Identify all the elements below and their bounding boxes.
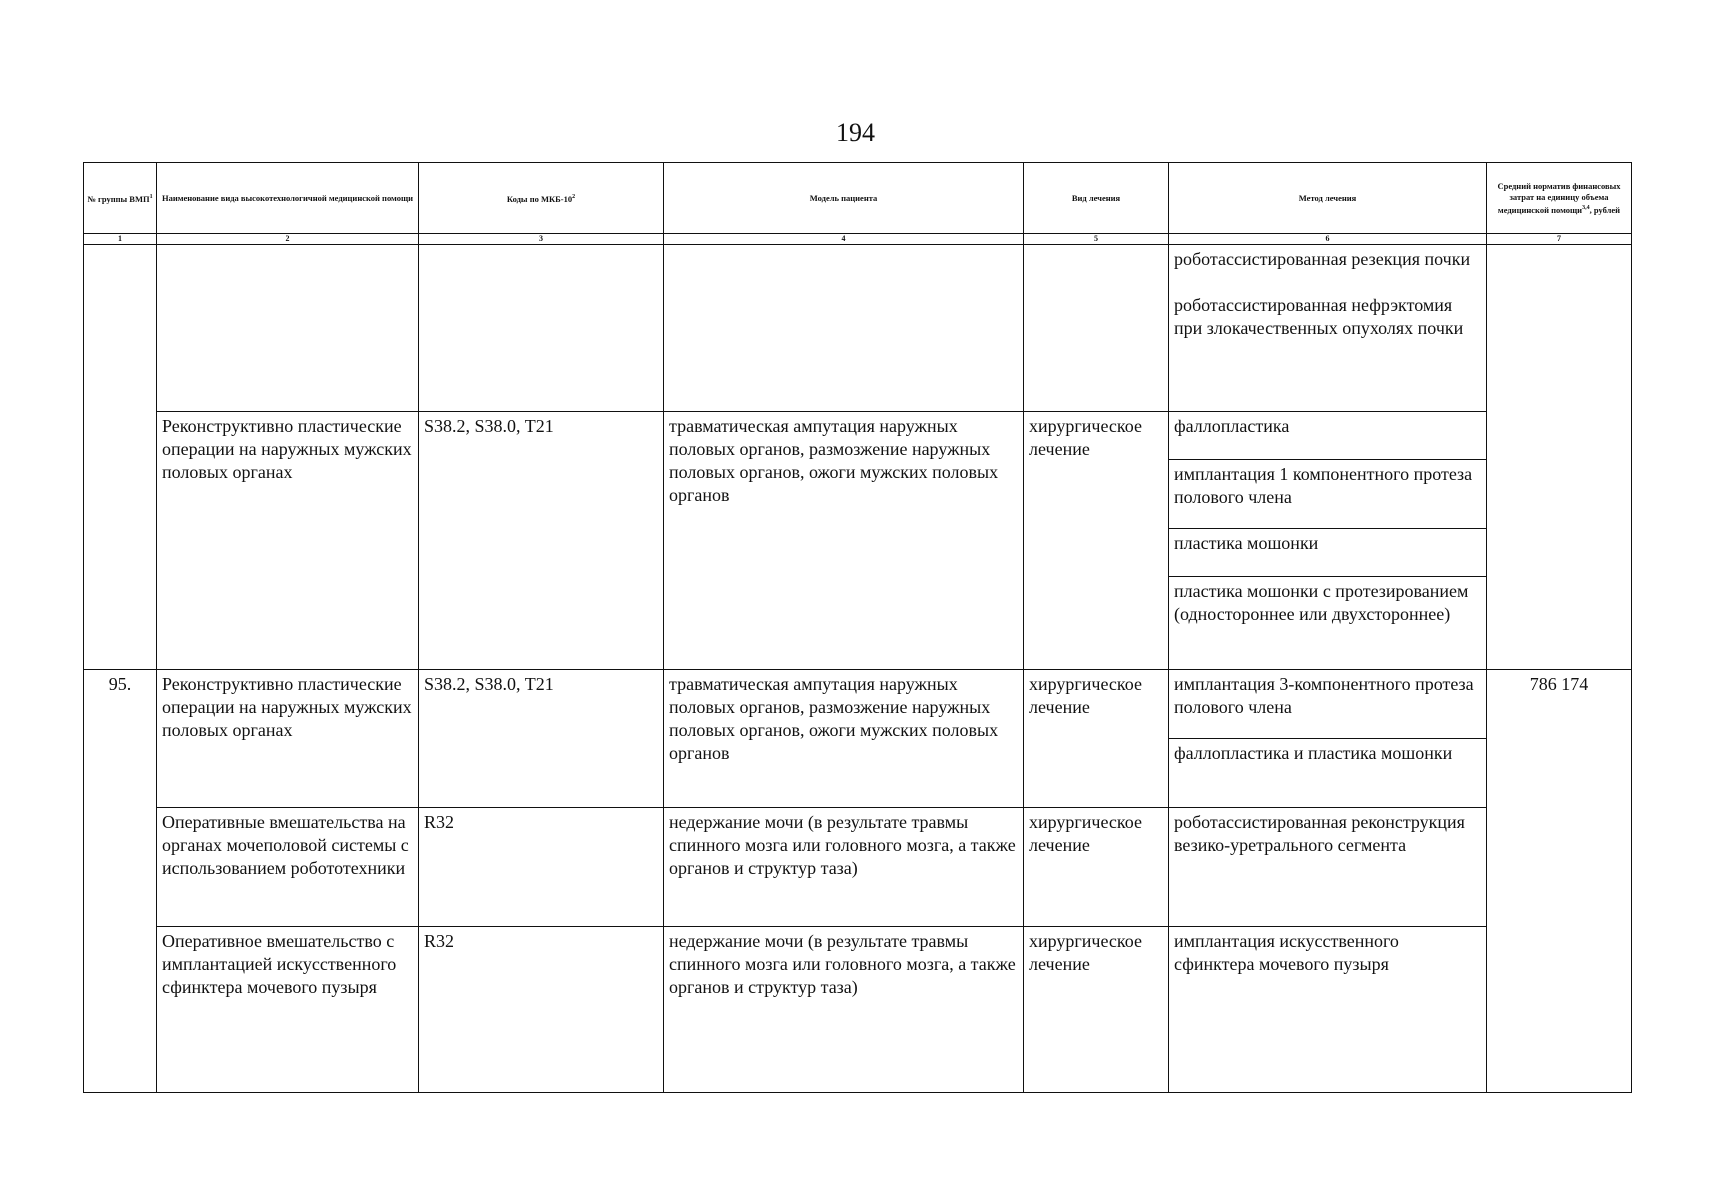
model-cell: травматическая ампутация наружных половых органов, размозжение наружных половых органов, ожоги мужских половых органов (664, 670, 1024, 808)
method-cell: фаллопластика и пластика мошонки (1169, 739, 1487, 808)
model-cell: недержание мочи (в результате травмы спинного мозга или головного мозга, а также органов и структур таза) (664, 808, 1024, 927)
model-cell: недержание мочи (в результате травмы спинного мозга или головного мозга, а также органов и структур таза) (664, 927, 1024, 1093)
method-cell (1169, 245, 1487, 412)
method-text: роботассистированная нефрэктомия при злокачественных опухолях почки (1174, 295, 1464, 338)
column-number: 7 (1487, 234, 1632, 245)
method-cell: фаллопластика (1169, 412, 1487, 460)
vmp-table (83, 162, 1632, 1093)
method-cell: имплантация 1 компонентного протеза полового члена (1169, 460, 1487, 529)
header-icd-codes: Коды по МКБ-$10^2$ (419, 163, 664, 234)
column-number: 4 (664, 234, 1024, 245)
group-cell-empty (84, 245, 157, 670)
method-cell: роботассистированная реконструкция везико-уретрального сегмента (1169, 808, 1487, 927)
model-cell (664, 245, 1024, 412)
codes-cell: S38.2, S38.0, T21 (419, 670, 664, 808)
header-group-number: № группы ВМП$^1$ (84, 163, 157, 234)
care-name-cell: Реконструктивно пластические операции на наружных мужских половых органах (157, 412, 419, 670)
method-cell: пластика мошонки (1169, 529, 1487, 577)
header-care-name: Наименование вида высокотехнологичной медицинской помощи (157, 163, 419, 234)
method-cell: имплантация 3-компонентного протеза полового члена (1169, 670, 1487, 739)
page-number: 194 (836, 118, 875, 147)
column-number: 3 (419, 234, 664, 245)
type-cell: хирургическое лечение (1024, 808, 1169, 927)
group-number-cell: 95. (84, 670, 157, 1093)
method-cell: пластика мошонки с протезированием (одностороннее или двухстороннее) (1169, 577, 1487, 670)
header-treatment-method: Метод лечения (1169, 163, 1487, 234)
header-patient-model: Модель пациента (664, 163, 1024, 234)
codes-cell (419, 245, 664, 412)
type-cell: хирургическое лечение (1024, 670, 1169, 808)
column-number: 5 (1024, 234, 1169, 245)
model-cell: травматическая ампутация наружных половых органов, размозжение наружных половых органов, ожоги мужских половых органов (664, 412, 1024, 670)
header-average-cost: Средний норматив финансовых затрат на единицу объема медицинской помощи$^{3,4}$, рублей (1487, 163, 1632, 234)
column-number: 6 (1169, 234, 1487, 245)
type-cell: хирургическое лечение (1024, 412, 1169, 670)
column-number: 2 (157, 234, 419, 245)
care-name-cell: Оперативное вмешательство с имплантацией искусственного сфинктера мочевого пузыря (157, 927, 419, 1093)
method-text: роботассистированная резекция почки (1174, 249, 1471, 269)
column-number: 1 (84, 234, 157, 245)
care-name-cell: Оперативные вмешательства на органах мочеполовой системы с использованием робототехники (157, 808, 419, 927)
type-cell (1024, 245, 1169, 412)
codes-cell: R32 (419, 927, 664, 1093)
header-treatment-type: Вид лечения (1024, 163, 1169, 234)
type-cell: хирургическое лечение (1024, 927, 1169, 1093)
cost-cell: 786 174 (1487, 670, 1632, 1093)
codes-cell: S38.2, S38.0, T21 (419, 412, 664, 670)
care-name-cell (157, 245, 419, 412)
codes-cell: R32 (419, 808, 664, 927)
care-name-cell: Реконструктивно пластические операции на наружных мужских половых органах (157, 670, 419, 808)
method-cell: имплантация искусственного сфинктера мочевого пузыря (1169, 927, 1487, 1093)
cost-cell-empty (1487, 245, 1632, 670)
